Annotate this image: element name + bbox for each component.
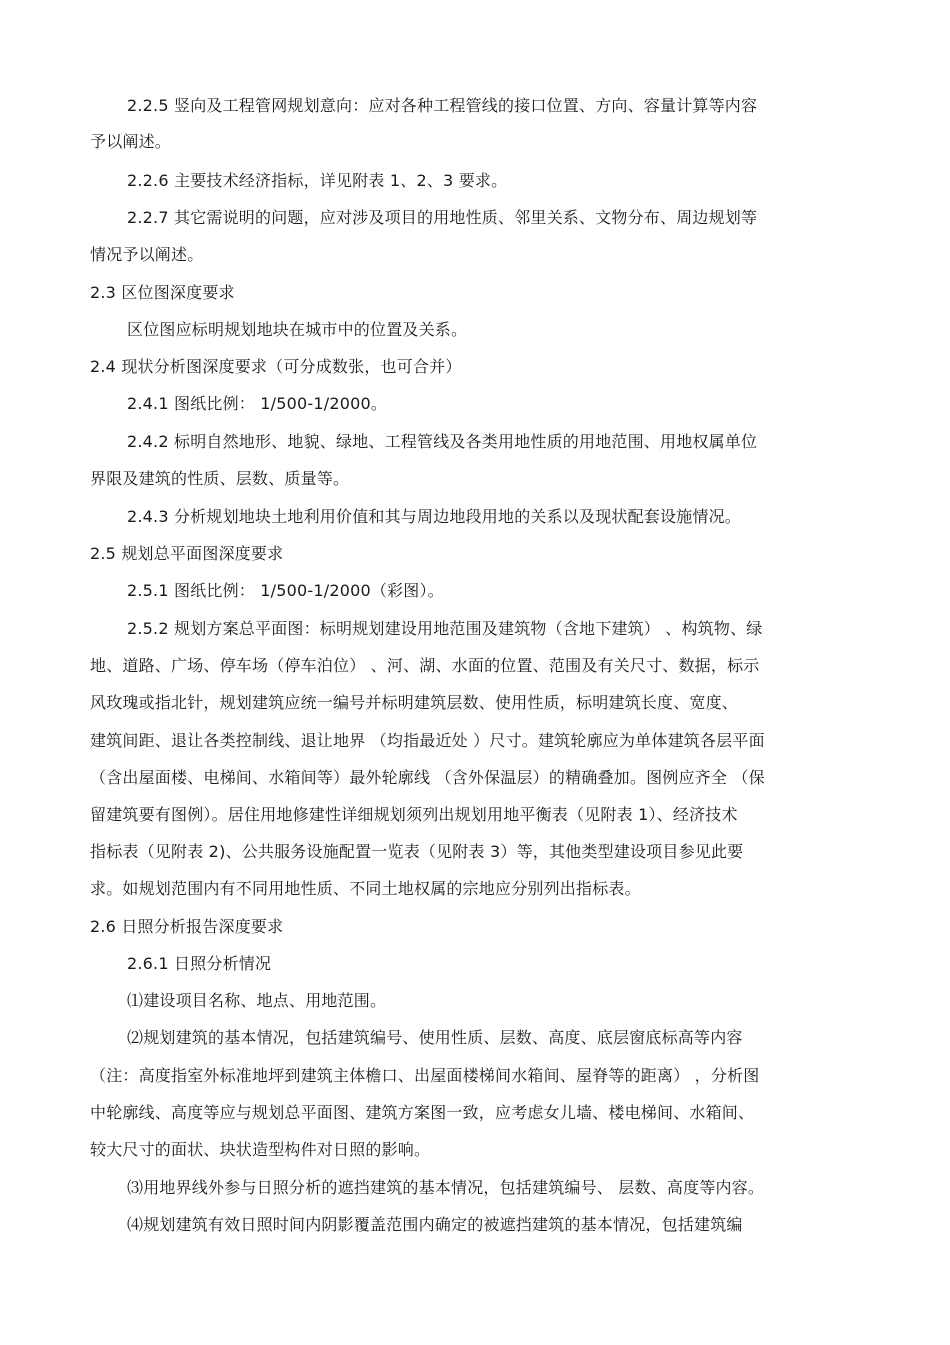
para-2-3-body: 区位图应标明规划地块在城市中的位置及关系。 (127, 320, 468, 339)
item-2-line-2: （注：高度指室外标准地坪到建筑主体檐口、出屋面楼梯间水箱间、屋脊等的距离） ，分析图 (90, 1066, 760, 1085)
para-2-2-7-line-2: 情况予以阐述。 (90, 245, 204, 264)
para-2-5-2-line-8: 求。如规划范围内有不同用地性质、不同土地权属的宗地应分别列出指标表。 (90, 879, 641, 898)
heading-2-6: 2.6 日照分析报告深度要求 (90, 917, 284, 936)
para-2-2-5-line-2: 予以阐述。 (90, 132, 172, 151)
item-2-line-4: 较大尺寸的面状、块状造型构件对日照的影响。 (90, 1140, 431, 1159)
item-4-line-1: ⑷规划建筑有效日照时间内阴影覆盖范围内确定的被遮挡建筑的基本情况，包括建筑编 (127, 1215, 743, 1234)
para-2-5-2-line-7: 指标表（见附表 2)、公共服务设施配置一览表（见附表 3）等，其他类型建设项目参见此要 (90, 842, 744, 861)
para-2-5-2-line-5: （含出屋面楼、电梯间、水箱间等）最外轮廓线 （含外保温层）的精确叠加。图例应齐全 （保 (90, 768, 765, 787)
heading-2-5: 2.5 规划总平面图深度要求 (90, 544, 284, 563)
item-1: ⑴建设项目名称、地点、用地范围。 (127, 991, 387, 1010)
para-2-5-2-line-4: 建筑间距、退让各类控制线、退让地界 （均指最近处 ）尺寸。建筑轮廓应为单体建筑各层平面 (90, 731, 765, 750)
item-2-line-3: 中轮廓线、高度等应与规划总平面图、建筑方案图一致，应考虑女儿墙、楼电梯间、水箱间、 (90, 1103, 755, 1122)
para-2-5-1: 2.5.1 图纸比例： 1/500-1/2000（彩图）。 (127, 581, 444, 600)
para-2-4-2-line-2: 界限及建筑的性质、层数、质量等。 (90, 469, 350, 488)
para-2-2-6: 2.2.6 主要技术经济指标，详见附表 1、2、3 要求。 (127, 171, 508, 190)
para-2-4-3: 2.4.3 分析规划地块土地利用价值和其与周边地段用地的关系以及现状配套设施情况。 (127, 507, 741, 526)
para-2-5-2-line-2: 地、道路、广场、停车场（停车泊位） 、河、湖、水面的位置、范围及有关尺寸、数据，标示 (90, 656, 760, 675)
heading-2-4: 2.4 现状分析图深度要求（可分成数张，也可合并） (90, 357, 462, 376)
para-2-5-2-line-6: 留建筑要有图例）。居住用地修建性详细规划须列出规划用地平衡表（见附表 1）、经济技术 (90, 805, 738, 824)
item-2-line-1: ⑵规划建筑的基本情况，包括建筑编号、使用性质、层数、高度、底层窗底标高等内容 (127, 1028, 743, 1047)
para-2-2-5-line-1: 2.2.5 竖向及工程管网规划意向：应对各种工程管线的接口位置、方向、容量计算等内容 (127, 96, 758, 115)
para-2-5-2-line-3: 风玫瑰或指北针，规划建筑应统一编号并标明建筑层数、使用性质，标明建筑长度、宽度、 (90, 693, 739, 712)
para-2-5-2-line-1: 2.5.2 规划方案总平面图：标明规划建设用地范围及建筑物（含地下建筑） 、构筑物、绿 (127, 619, 763, 638)
para-2-4-2-line-1: 2.4.2 标明自然地形、地貌、绿地、工程管线及各类用地性质的用地范围、用地权属单位 (127, 432, 758, 451)
para-2-6-1: 2.6.1 日照分析情况 (127, 954, 272, 973)
para-2-4-1: 2.4.1 图纸比例： 1/500-1/2000。 (127, 394, 388, 413)
heading-2-3: 2.3 区位图深度要求 (90, 283, 235, 302)
para-2-2-7-line-1: 2.2.7 其它需说明的问题，应对涉及项目的用地性质、邻里关系、文物分布、周边规划等 (127, 208, 758, 227)
item-3: ⑶用地界线外参与日照分析的遮挡建筑的基本情况，包括建筑编号、 层数、高度等内容。 (127, 1178, 765, 1197)
